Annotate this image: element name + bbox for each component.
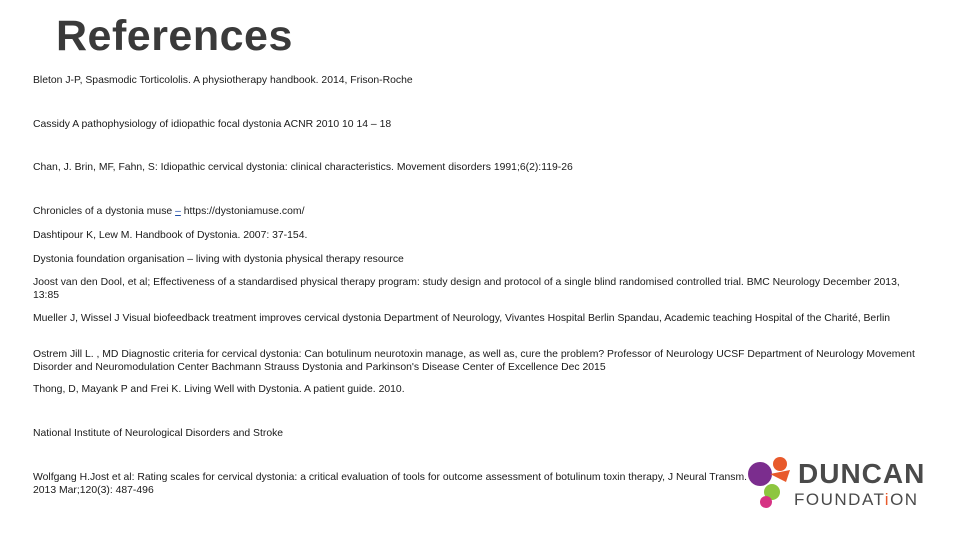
reference-item: Mueller J, Wissel J Visual biofeedback treatment improves cervical dystonia Department of Neurology, Vivantes Hospital Berlin Spandau, Academic teaching Hospital of the Charité, Berlin [33, 313, 891, 324]
duncan-foundation-logo [746, 452, 936, 514]
page-title: References [56, 12, 293, 60]
reference-item: Joost van den Dool, et al; Effectiveness of a standardised physical therapy program: study design and protocol of a single blind randomised controlled trial. BMC Neurology December 2013, 13:85 [33, 277, 900, 301]
figure-emblem-icon [746, 452, 798, 512]
reference-item: Cassidy A pathophysiology of idiopathic focal dystonia ACNR 2010 10 14 – 18 [33, 119, 392, 130]
reference-link-dash[interactable]: – [175, 206, 181, 217]
reference-text: Chronicles of a dystonia muse [33, 206, 176, 217]
reference-item: Dystonia foundation organisation – living with dystonia physical therapy resource [33, 254, 404, 265]
reference-item: National Institute of Neurological Disorders and Stroke [33, 428, 284, 439]
reference-item: Dashtipour K, Lew M. Handbook of Dystonia. 2007: 37-154. [33, 230, 308, 241]
reference-item: Chan, J. Brin, MF, Fahn, S: Idiopathic cervical dystonia: clinical characteristics. Movement disorders 1991;6(2):119-26 [33, 162, 573, 173]
logo-text-duncan: DUNCAN [798, 458, 926, 489]
reference-item [33, 206, 923, 219]
logo-text-foundation: FOUNDATiON [794, 490, 919, 509]
reference-item: Ostrem Jill L. , MD Diagnostic criteria for cervical dystonia: Can botulinum neurotoxin manage, as well as, cure the problem? Professor of Neurology UCSF Department of Neurology Movement Disorder and Neuromodulation Center Bachmann Strauss Dystonia and Parkinson's Disease Center of Excellence Dec 2015 [33, 349, 915, 373]
reference-url[interactable]: https://dystoniamuse.com/ [183, 206, 305, 217]
reference-item: Bleton J-P, Spasmodic Torticololis. A physiotherapy handbook. 2014, Frison-Roche [33, 75, 413, 86]
reference-item: Thong, D, Mayank P and Frei K. Living Well with Dystonia. A patient guide. 2010. [33, 384, 405, 395]
reference-item: Wolfgang H.Jost et al: Rating scales for cervical dystonia: a critical evaluation of tools for outcome assessment of botulinum toxin therapy, J Neural Transm. 2013 Mar;120(3): 487-496 [33, 472, 748, 496]
